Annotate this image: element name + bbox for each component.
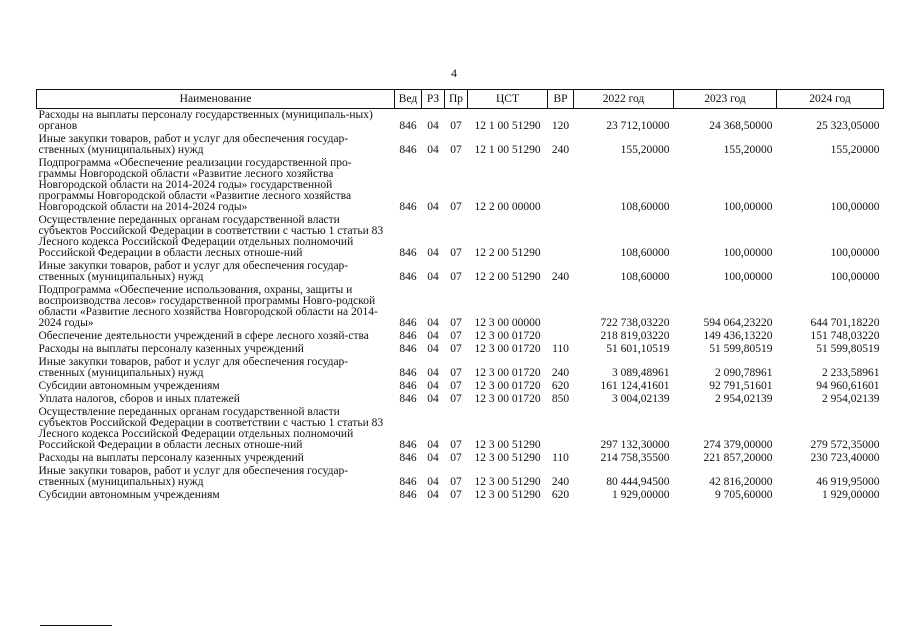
- row-vr: 240: [551, 367, 570, 379]
- row-vr: [548, 406, 574, 452]
- row-vr: 110: [552, 343, 569, 355]
- table-row: [37, 133, 884, 157]
- table-row: [37, 330, 884, 343]
- row-rz: 04: [427, 330, 439, 342]
- row-value-2024: 100,00000: [830, 247, 880, 259]
- row-cst: 12 3 00 01720: [474, 330, 541, 342]
- row-value-2024: 2 954,02139: [822, 393, 880, 405]
- row-cst: 12 2 00 51290: [474, 247, 541, 259]
- row-pr: 07: [450, 271, 462, 283]
- row-value-2022: 108,60000: [620, 271, 670, 283]
- row-pr: 07: [450, 343, 462, 355]
- row-cst: 12 3 00 01720: [474, 380, 541, 392]
- row-name: Осуществление переданных органам государственной власти субъектов Российской Федерации в соответствии с частью 1 статьи 83 Лесного кодекса Российской Федерации отдельных полномочий Российской Федерации в области лесных отноше-ний: [38, 214, 384, 259]
- row-value-2023: 100,00000: [723, 201, 773, 213]
- col-header-2024: 2024 год: [777, 90, 884, 109]
- row-ved: 846: [399, 120, 417, 132]
- row-name: Подпрограмма «Обеспечение использования, охраны, защиты и воспроизводства лесов» государственной программы Новго-родской области «Развитие лесного хозяйства Новгородской области на 2014-2024 годы»: [38, 284, 378, 329]
- row-value-2023: 100,00000: [723, 247, 773, 259]
- row-name: Иные закупки товаров, работ и услуг для обеспечения государ-ственных (муниципальных) нужд: [38, 133, 349, 156]
- row-value-2022: 155,20000: [620, 144, 670, 156]
- row-value-2023: 2 090,78961: [715, 367, 773, 379]
- row-ved: 846: [399, 476, 417, 488]
- row-name: Иные закупки товаров, работ и услуг для обеспечения государ-ственных (муниципальных) нужд: [38, 465, 349, 488]
- row-cst: 12 2 00 51290: [474, 271, 541, 283]
- row-value-2023: 9 705,60000: [715, 489, 773, 501]
- row-value-2023: 274 379,00000: [703, 439, 773, 451]
- row-pr: 07: [450, 367, 462, 379]
- row-pr: 07: [450, 201, 462, 213]
- row-value-2022: 3 089,48961: [612, 367, 670, 379]
- row-vr: 850: [551, 393, 570, 405]
- row-value-2022: 108,60000: [620, 247, 670, 259]
- table-row: [37, 260, 884, 284]
- row-pr: 07: [450, 393, 462, 405]
- row-name: Расходы на выплаты персоналу государственных (муниципаль-ных) органов: [38, 109, 373, 132]
- row-value-2022: 218 819,03220: [600, 330, 670, 342]
- row-value-2024: 151 748,03220: [810, 330, 880, 342]
- table-row: [37, 157, 884, 214]
- row-ved: 846: [399, 271, 417, 283]
- row-value-2024: 51 599,80519: [816, 343, 880, 355]
- row-vr: 110: [552, 452, 569, 464]
- table-row: [37, 406, 884, 452]
- row-vr: [548, 157, 574, 214]
- row-vr: [548, 214, 574, 260]
- row-ved: 846: [399, 367, 417, 379]
- row-value-2022: 161 124,41601: [600, 380, 670, 392]
- row-value-2023: 221 857,20000: [703, 452, 773, 464]
- row-ved: 846: [399, 393, 417, 405]
- row-pr: 07: [450, 439, 462, 451]
- table-header-row: [37, 90, 884, 109]
- col-header-ved: Вед: [395, 90, 422, 109]
- col-header-2023: 2023 год: [674, 90, 777, 109]
- row-rz: 04: [427, 317, 439, 329]
- row-value-2023: 594 064,23220: [703, 317, 773, 329]
- col-header-name: Наименование: [37, 90, 395, 109]
- row-value-2024: 2 233,58961: [822, 367, 880, 379]
- row-value-2024: 100,00000: [830, 201, 880, 213]
- row-vr: 120: [551, 120, 570, 132]
- row-value-2022: 214 758,35500: [600, 452, 670, 464]
- row-rz: 04: [427, 380, 439, 392]
- col-header-cst: ЦСТ: [468, 90, 548, 109]
- row-value-2024: 1 929,00000: [822, 489, 880, 501]
- row-value-2023: 42 816,20000: [709, 476, 773, 488]
- row-cst: 12 3 00 01720: [474, 367, 541, 379]
- row-vr: 620: [551, 489, 570, 501]
- row-vr: 240: [551, 476, 570, 488]
- row-rz: 04: [427, 367, 439, 379]
- row-value-2023: 92 791,51601: [709, 380, 773, 392]
- row-rz: 04: [427, 271, 439, 283]
- row-name: Субсидии автономным учреждениям: [38, 380, 220, 392]
- row-value-2024: 155,20000: [830, 144, 880, 156]
- row-ved: 846: [399, 380, 417, 392]
- row-vr: 620: [551, 380, 570, 392]
- row-vr: 240: [551, 271, 570, 283]
- row-pr: 07: [450, 144, 462, 156]
- row-name: Иные закупки товаров, работ и услуг для обеспечения государ-ственных (муниципальных) нужд: [38, 260, 349, 283]
- row-name: Осуществление переданных органам государственной власти субъектов Российской Федерации в соответствии с частью 1 статьи 83 Лесного кодекса Российской Федерации отдельных полномочий Российской Федерации в области лесных отноше-ний: [38, 406, 384, 451]
- row-value-2023: 149 436,13220: [703, 330, 773, 342]
- col-header-vr: ВР: [548, 90, 574, 109]
- row-value-2024: 644 701,18220: [810, 317, 880, 329]
- row-value-2022: 51 601,10519: [606, 343, 670, 355]
- row-vr: 240: [551, 144, 570, 156]
- row-rz: 04: [427, 144, 439, 156]
- row-pr: 07: [450, 247, 462, 259]
- row-rz: 04: [427, 120, 439, 132]
- table-row: [37, 380, 884, 393]
- row-ved: 846: [399, 452, 417, 464]
- row-pr: 07: [450, 317, 462, 329]
- row-value-2024: 46 919,95000: [816, 476, 880, 488]
- row-ved: 846: [399, 144, 417, 156]
- row-pr: 07: [450, 489, 462, 501]
- row-pr: 07: [450, 476, 462, 488]
- col-header-2022: 2022 год: [574, 90, 674, 109]
- row-name: Уплата налогов, сборов и иных платежей: [38, 393, 240, 405]
- row-name: Обеспечение деятельности учреждений в сфере лесного хозяй-ства: [38, 330, 369, 342]
- row-cst: 12 1 00 51290: [474, 144, 541, 156]
- row-pr: 07: [450, 452, 462, 464]
- row-name: Иные закупки товаров, работ и услуг для обеспечения государ-ственных (муниципальных) нужд: [38, 356, 349, 379]
- table-row: [37, 109, 884, 134]
- row-cst: 12 3 00 00000: [474, 317, 541, 329]
- row-ved: 846: [399, 330, 417, 342]
- row-pr: 07: [450, 120, 462, 132]
- row-ved: 846: [399, 201, 417, 213]
- row-vr: [548, 284, 574, 330]
- row-value-2022: 108,60000: [620, 201, 670, 213]
- row-value-2023: 100,00000: [723, 271, 773, 283]
- row-ved: 846: [399, 439, 417, 451]
- row-value-2022: 23 712,10000: [606, 120, 670, 132]
- footnote-divider: [40, 625, 112, 626]
- col-header-pr: Пр: [445, 90, 468, 109]
- row-cst: 12 3 00 51290: [474, 476, 541, 488]
- row-rz: 04: [427, 439, 439, 451]
- row-rz: 04: [427, 393, 439, 405]
- row-value-2024: 94 960,61601: [816, 380, 880, 392]
- row-rz: 04: [427, 343, 439, 355]
- row-name: Подпрограмма «Обеспечение реализации государственной про-граммы Новгородской области «Развитие лесного хозяйства Новгородской области на 2014-2024 годы» государственной программы Новгородской области «Развитие лесного хозяйства Новгородской области на 2014-2024 годы»: [38, 157, 352, 213]
- row-value-2024: 230 723,40000: [810, 452, 880, 464]
- row-value-2022: 80 444,94500: [606, 476, 670, 488]
- row-value-2024: 279 572,35000: [810, 439, 880, 451]
- row-rz: 04: [427, 452, 439, 464]
- row-value-2023: 2 954,02139: [715, 393, 773, 405]
- row-value-2023: 24 368,50000: [709, 120, 773, 132]
- budget-table: [36, 89, 884, 502]
- row-value-2022: 1 929,00000: [612, 489, 670, 501]
- row-rz: 04: [427, 247, 439, 259]
- table-row: [37, 393, 884, 406]
- row-value-2023: 155,20000: [723, 144, 773, 156]
- row-value-2022: 297 132,30000: [600, 439, 670, 451]
- table-row: [37, 284, 884, 330]
- table-row: [37, 452, 884, 465]
- row-cst: 12 3 00 01720: [474, 343, 541, 355]
- col-header-rz: РЗ: [422, 90, 445, 109]
- row-ved: 846: [399, 489, 417, 501]
- row-name: Расходы на выплаты персоналу казенных учреждений: [38, 343, 304, 355]
- table-row: [37, 489, 884, 502]
- table-row: [37, 214, 884, 260]
- row-value-2023: 51 599,80519: [709, 343, 773, 355]
- table-row: [37, 356, 884, 380]
- row-cst: 12 3 00 51290: [474, 439, 541, 451]
- row-pr: 07: [450, 380, 462, 392]
- row-ved: 846: [399, 317, 417, 329]
- row-rz: 04: [427, 201, 439, 213]
- row-rz: 04: [427, 489, 439, 501]
- row-value-2024: 100,00000: [830, 271, 880, 283]
- row-name: Субсидии автономным учреждениям: [38, 489, 220, 501]
- row-value-2024: 25 323,05000: [816, 120, 880, 132]
- row-pr: 07: [450, 330, 462, 342]
- table-row: [37, 343, 884, 356]
- row-cst: 12 3 00 51290: [474, 452, 541, 464]
- page-number: 4: [451, 66, 457, 80]
- row-ved: 846: [399, 247, 417, 259]
- row-value-2022: 722 738,03220: [600, 317, 670, 329]
- row-vr: [548, 330, 574, 343]
- row-value-2022: 3 004,02139: [612, 393, 670, 405]
- table-row: [37, 465, 884, 489]
- row-cst: 12 3 00 01720: [474, 393, 541, 405]
- row-cst: 12 2 00 00000: [474, 201, 541, 213]
- row-cst: 12 3 00 51290: [474, 489, 541, 501]
- row-rz: 04: [427, 476, 439, 488]
- row-cst: 12 1 00 51290: [474, 120, 541, 132]
- row-ved: 846: [399, 343, 417, 355]
- row-name: Расходы на выплаты персоналу казенных учреждений: [38, 452, 304, 464]
